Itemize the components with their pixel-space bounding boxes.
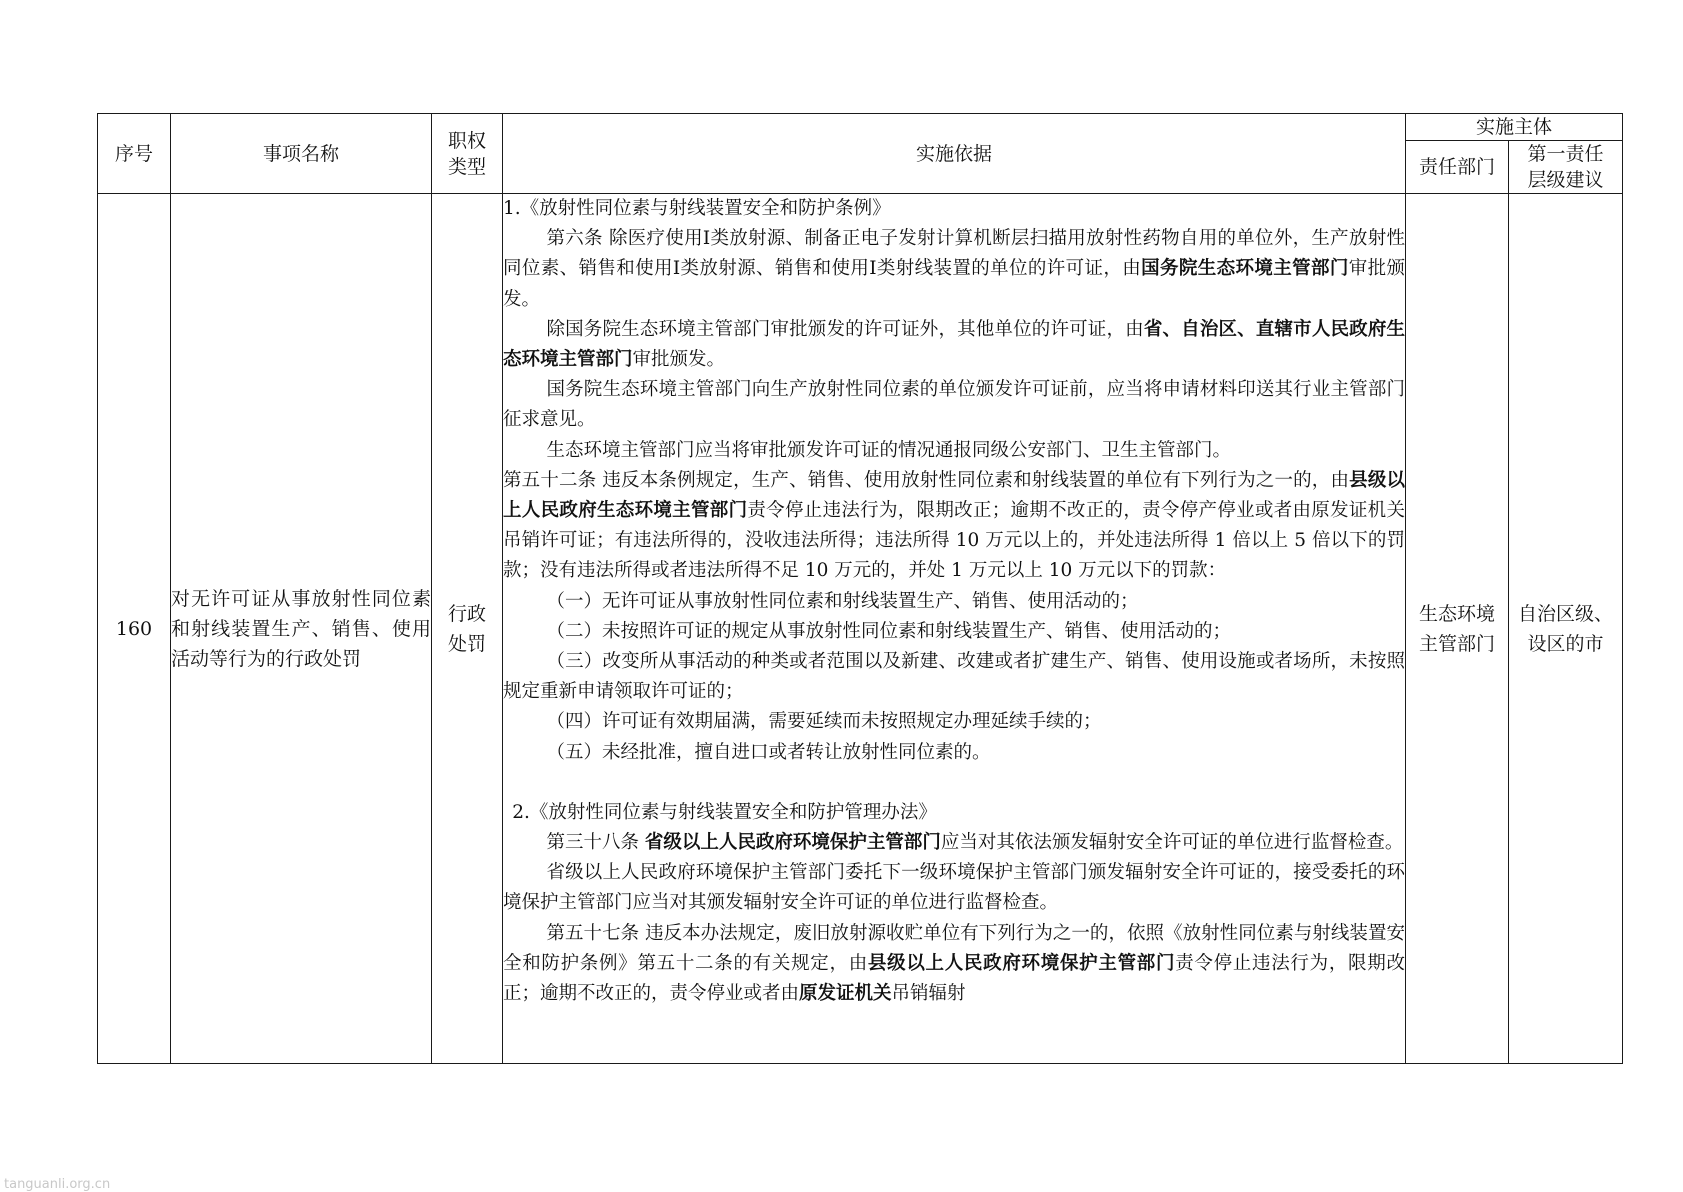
header-level-line2: 层级建议 xyxy=(1527,169,1604,191)
row-level-line1: 自治区级、 xyxy=(1518,602,1614,625)
header-type-line2: 类型 xyxy=(447,155,486,178)
a38-text-1: 第三十八条 xyxy=(546,832,645,854)
basis-article38 xyxy=(503,828,1405,858)
header-level-line1: 第一责任 xyxy=(1527,143,1604,165)
p2-text-1: 除国务院生态环境主管部门审批颁发的许可证外，其他单位的许可证，由 xyxy=(546,318,1144,340)
row-level-line2: 设区的市 xyxy=(1527,632,1604,655)
header-subject: 实施主体 xyxy=(1406,114,1623,141)
basis-item-5: （五）未经批准，擅自进口或者转让放射性同位素的。 xyxy=(546,741,991,763)
basis-item-1: （一）无许可证从事放射性同位素和射线装置生产、销售、使用活动的； xyxy=(546,590,1139,612)
row-type-line1: 行政 xyxy=(447,602,486,625)
row-type-line2: 处罚 xyxy=(447,632,486,655)
p2-text-2: 审批颁发。 xyxy=(632,349,726,371)
basis-item-3: （三）改变所从事活动的种类或者范围以及新建、改建或者扩建生产、销售、使用设施或者场所，未按照规定重新申请领取许可证的； xyxy=(503,651,1405,703)
row-name: 对无许可证从事放射性同位素和射线装置生产、销售、使用活动等行为的行政处罚 xyxy=(171,194,432,1064)
basis-item-2: （二）未按照许可证的规定从事放射性同位素和射线装置生产、销售、使用活动的； xyxy=(546,620,1231,642)
a57-bold-1: 县级以上人民政府环境保护主管部门 xyxy=(867,952,1176,974)
header-basis: 实施依据 xyxy=(503,114,1406,194)
header-seq: 序号 xyxy=(98,114,171,194)
row-type xyxy=(432,194,503,1064)
basis-law1-title: 1.《放射性同位素与射线装置安全和防护条例》 xyxy=(503,198,891,219)
row-level xyxy=(1509,194,1623,1064)
a38-text-2: 应当对其依法颁发辐射安全许可证的单位进行监督检查。 xyxy=(940,832,1404,854)
row-basis xyxy=(503,194,1406,1064)
basis-article6 xyxy=(503,224,1405,315)
a57-bold-2: 原发证机关 xyxy=(799,983,892,1005)
header-type-line1: 职权 xyxy=(447,129,486,152)
header-type xyxy=(432,114,503,194)
table-row xyxy=(98,194,1623,1064)
watermark: tanguanli.org.cn xyxy=(4,1177,111,1192)
basis-para5: 省级以上人民政府环境保护主管部门委托下一级环境保护主管部门颁发辐射安全许可证的，接受委托的环境保护主管部门应当对其颁发辐射安全许可证的单位进行监督检查。 xyxy=(503,862,1405,914)
a57-text-3: 吊销辐射 xyxy=(891,983,966,1005)
a6-text-1: 第六条 除医疗使用Ⅰ类放射源、制备正电子发射计算机断层扫描用放射性药物自用的单位外，生产放射性同位素、销售和使用Ⅰ类放射源、销售和使用Ⅰ类射线装置的单位的许可证，由 xyxy=(503,228,1405,280)
row-dept-line1: 生态环境 xyxy=(1418,602,1495,625)
header-level xyxy=(1509,141,1623,194)
header-dept: 责任部门 xyxy=(1406,141,1509,194)
a52-bold-1: 县级以上人民政府生态环境主管部门 xyxy=(503,469,1405,522)
a52-text-1: 第五十二条 违反本条例规定，生产、销售、使用放射性同位素和射线装置的单位有下列行为之一的，由 xyxy=(503,469,1350,491)
row-dept xyxy=(1406,194,1509,1064)
basis-article52 xyxy=(503,466,1405,587)
a57-text-2: 责令停止违法行为，限期改正；逾期不改正的，责令停业或者由 xyxy=(503,952,1405,1005)
header-name: 事项名称 xyxy=(171,114,432,194)
a52-text-2: 责令停止违法行为，限期改正；逾期不改正的，责令停产停业或者由原发证机关吊销许可证；有违法所得的，没收违法所得；违法所得 10 万元以上的，并处违法所得 1 倍以上 5 倍以下的罚款；没有违法所得或者违法所得不足 10 万元的，并处 1 万元以上 10 万元以下的罚款： xyxy=(503,500,1405,582)
paragraph-gap xyxy=(503,768,1405,798)
a6-text-2: 审批颁发。 xyxy=(503,258,1405,310)
basis-law2-title: 2.《放射性同位素与射线装置安全和防护管理办法》 xyxy=(512,801,937,823)
basis-article57 xyxy=(503,919,1405,1010)
basis-para2 xyxy=(503,315,1405,375)
basis-item-4: （四）许可证有效期届满，需要延续而未按照规定办理延续手续的； xyxy=(546,711,1102,733)
a38-bold-1: 省级以上人民政府环境保护主管部门 xyxy=(644,832,941,854)
a57-text-1: 第五十七条 违反本办法规定，废旧放射源收贮单位有下列行为之一的，依照《放射性同位素与射线装置安全和防护条例》第五十二条的有关规定，由 xyxy=(503,922,1405,974)
basis-para4: 生态环境主管部门应当将审批颁发许可证的情况通报同级公安部门、卫生主管部门。 xyxy=(546,439,1231,461)
a6-bold-1: 国务院生态环境主管部门 xyxy=(1141,258,1349,280)
row-dept-line2: 主管部门 xyxy=(1418,632,1495,655)
authority-table xyxy=(97,113,1623,1064)
row-seq: 160 xyxy=(98,194,171,1064)
p2-bold-1: 省、自治区、直辖市人民政府生态环境主管部门 xyxy=(503,318,1405,371)
basis-para3: 国务院生态环境主管部门向生产放射性同位素的单位颁发许可证前，应当将申请材料印送其行业主管部门征求意见。 xyxy=(503,379,1405,431)
